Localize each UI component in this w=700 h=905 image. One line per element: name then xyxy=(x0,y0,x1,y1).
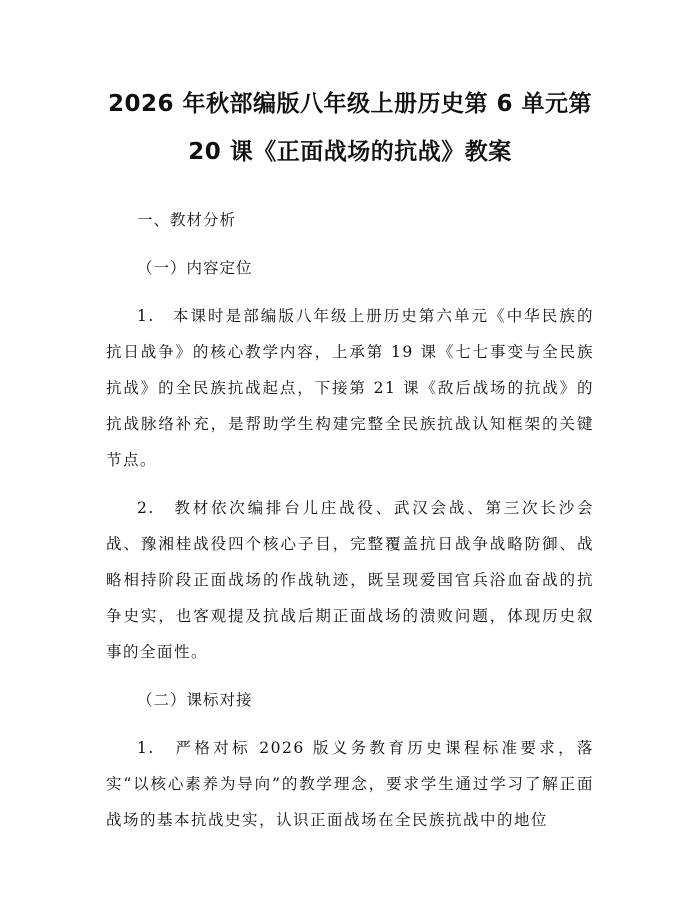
paragraph-1: 1. 本课时是部编版八年级上册历史第六单元《中华民族的抗日战争》的核心教学内容，上承第 19 课《七七事变与全民族抗战》的全民族抗战起点，下接第 21 课《敌后战场的抗战》的抗战脉络补充，是帮助学生构建完整全民族抗战认知框架的关键节点。 xyxy=(106,307,594,469)
paragraph-3: 1. 严格对标 2026 版义务教育历史课程标准要求，落实“以核心素养为导向”的教学理念，要求学生通过学习了解正面战场的基本抗战史实，认识正面战场在全民族抗战中的地位 xyxy=(106,739,594,829)
document-body xyxy=(106,202,594,838)
subsection-heading-content: （一）内容定位 xyxy=(137,259,253,277)
subsection-heading-standards: （二）课标对接 xyxy=(137,691,253,709)
paragraph-2: 2. 教材依次编排台儿庄战役、武汉会战、第三次长沙会战、豫湘桂战役四个核心子目，完整覆盖抗日战争战略防御、战略相持阶段正面战场的作战轨迹，既呈现爱国官兵浴血奋战的抗争史实，也客观提及抗战后期正面战场的溃败问题，体现历史叙事的全面性。 xyxy=(106,499,594,661)
section-heading: 一、教材分析 xyxy=(137,211,237,229)
title-line-2: 20 课《正面战场的抗战》教案 xyxy=(188,139,512,165)
document-title xyxy=(106,0,594,176)
title-line-1: 2026 年秋部编版八年级上册历史第 6 单元第 xyxy=(107,91,593,117)
